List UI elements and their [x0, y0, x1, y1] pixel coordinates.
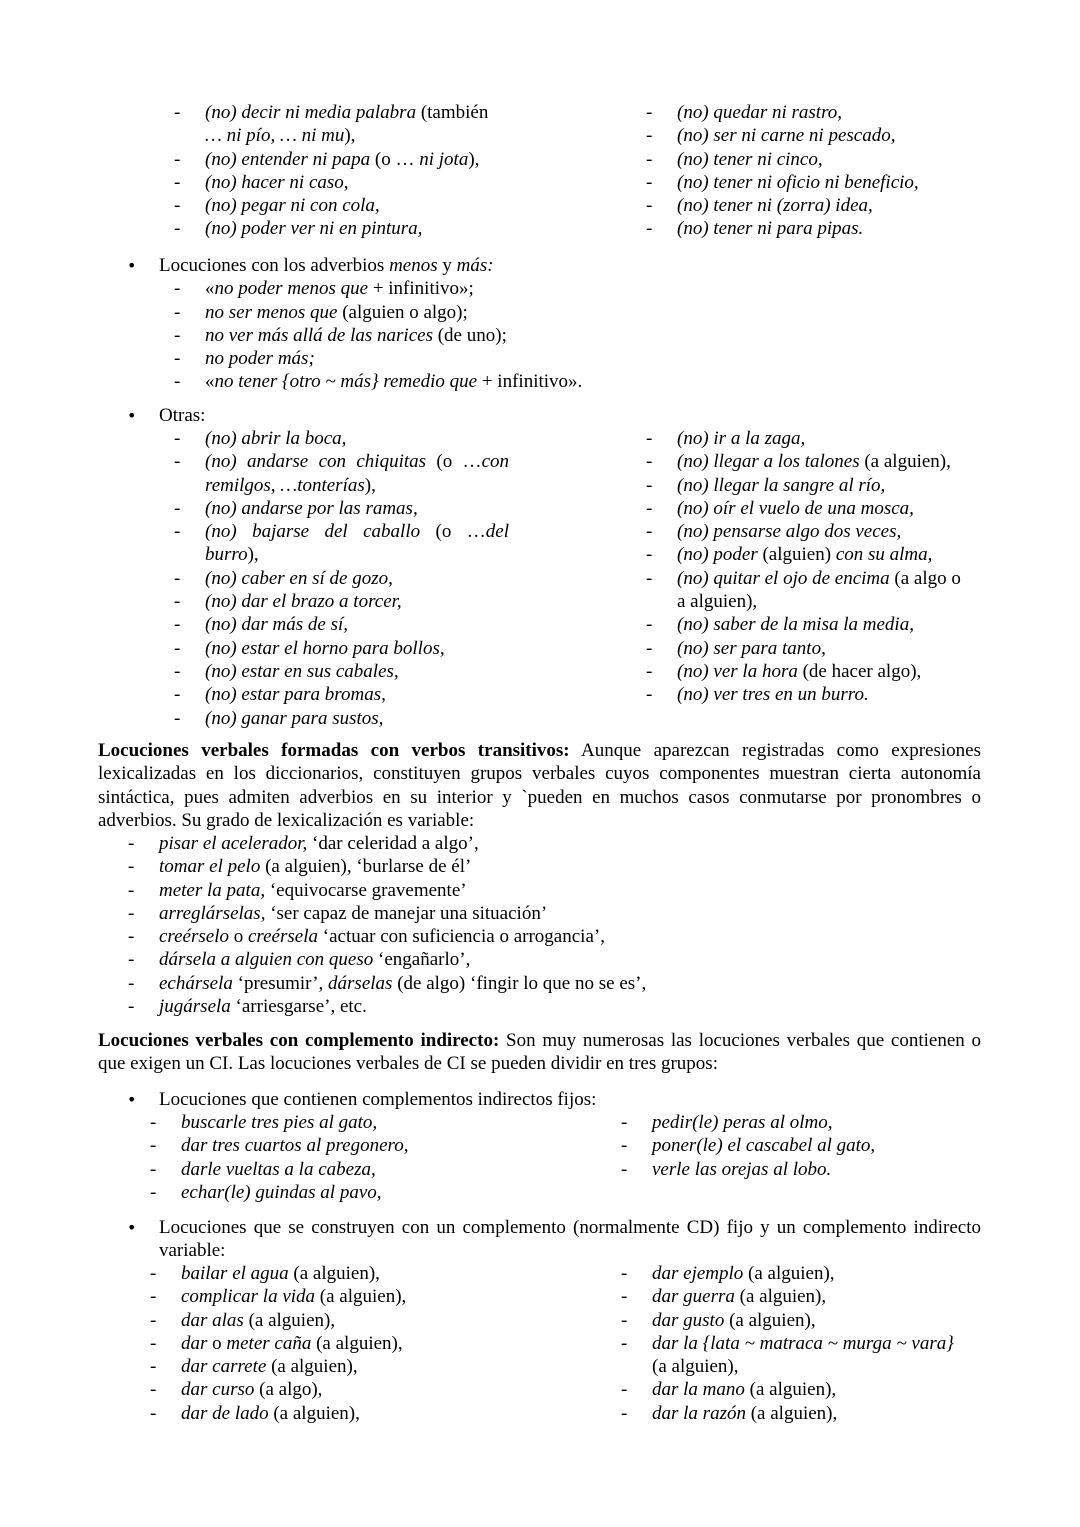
- list-item: - dar carrete (a alguien),: [181, 1355, 621, 1378]
- list-item: - (no) ser para tanto,: [677, 637, 981, 660]
- list-item: - echársela ‘presumir’, dárselas (de algo) ‘fingir lo que no se es’,: [159, 972, 959, 995]
- list-item: - (no) andarse por las ramas,: [205, 497, 509, 520]
- list-item-continuation: a alguien),: [677, 591, 758, 613]
- ni-locuciones-columns: [205, 101, 1007, 241]
- list-item: - complicar la vida (a alguien),: [181, 1285, 621, 1308]
- list-item: - arreglárselas, ‘ser capaz de manejar una situación’: [159, 902, 959, 925]
- list-item: - dar tres cuartos al pregonero,: [181, 1134, 621, 1157]
- list-item: - (no) dar el brazo a torcer,: [205, 590, 509, 613]
- group2-right-column: [652, 1262, 982, 1425]
- list-item: - «no tener {otro ~ más} remedio que + infinitivo».: [205, 370, 859, 393]
- list-item-continuation: burro),: [205, 544, 259, 566]
- list-item: - dar guerra (a alguien),: [652, 1285, 982, 1308]
- bullet-heading: • Locuciones con los adverbios menos y más:: [159, 254, 859, 277]
- list-item: - (no) tener ni oficio ni beneficio,: [677, 171, 1007, 194]
- list-item: - (no) ganar para sustos,: [205, 707, 509, 730]
- list-item: - meter la pata, ‘equivocarse gravemente’: [159, 879, 959, 902]
- group1-left-column: [181, 1111, 621, 1204]
- list-item: - dar la razón (a alguien),: [652, 1402, 982, 1425]
- indirecto-body: Son muy numerosas las locuciones verbales que contienen o que exigen un CI. Las locuciones verbales de CI se pueden dividir en tres grupos:: [98, 1030, 981, 1075]
- list-item: - dar ejemplo (a alguien),: [652, 1262, 982, 1285]
- list-item: - creérselo o creérsela ‘actuar con suficiencia o arrogancia’,: [159, 925, 959, 948]
- indirecto-paragraph: [98, 1029, 981, 1076]
- list-item-continuation: … ni pío, … ni mu),: [205, 125, 356, 147]
- list-item: - bailar el agua (a alguien),: [181, 1262, 621, 1285]
- list-item: - pisar el acelerador, ‘dar celeridad a algo’,: [159, 832, 959, 855]
- indirecto-title: Locuciones verbales con complemento indirecto:: [98, 1030, 500, 1051]
- list-item: - buscarle tres pies al gato,: [181, 1111, 621, 1134]
- ni-right-column: [677, 101, 1007, 241]
- list-item: - (no) ir a la zaga,: [677, 427, 981, 450]
- list-item-continuation: (a alguien),: [652, 1356, 739, 1378]
- list-item: - dar la mano (a alguien),: [652, 1378, 982, 1401]
- transitivos-title: Locuciones verbales formadas con verbos transitivos:: [98, 740, 570, 761]
- list-item: - (no) ver tres en un burro.: [677, 683, 981, 706]
- list-item: - no ser menos que (alguien o algo);: [205, 301, 859, 324]
- list-item: - jugársela ‘arriesgarse’, etc.: [159, 995, 959, 1018]
- adverbios-list: [159, 277, 859, 393]
- list-item: - dársela a alguien con queso ‘engañarlo’,: [159, 948, 959, 971]
- group2-left-column: [181, 1262, 621, 1425]
- list-item: - (no) hacer ni caso,: [205, 171, 645, 194]
- list-item: - (no) tener ni (zorra) idea,: [677, 194, 1007, 217]
- list-item: - (no) poder ver ni en pintura,: [205, 217, 645, 240]
- list-item: - dar alas (a alguien),: [181, 1309, 621, 1332]
- transitivos-list: [159, 832, 959, 1018]
- list-item: - «no poder menos que + infinitivo»;: [205, 277, 859, 300]
- list-item: - (no) quitar el ojo de encima (a algo o: [677, 567, 981, 590]
- group2-columns: [181, 1262, 982, 1425]
- list-item: - no poder más;: [205, 347, 859, 370]
- bullet-heading: • Locuciones que contienen complementos indirectos fijos:: [159, 1088, 981, 1111]
- list-item: - dar curso (a algo),: [181, 1378, 621, 1401]
- otras-left-column: [205, 427, 509, 730]
- list-item: - (no) quedar ni rastro,: [677, 101, 1007, 124]
- list-item: - dar de lado (a alguien),: [181, 1402, 621, 1425]
- list-item: - (no) ver la hora (de hacer algo),: [677, 660, 981, 683]
- list-item: - poner(le) el cascabel al gato,: [652, 1134, 972, 1157]
- list-item: - echar(le) guindas al pavo,: [181, 1181, 621, 1204]
- list-item: - (no) bajarse del caballo (o …del: [205, 520, 509, 543]
- list-item: - (no) decir ni media palabra (también: [205, 101, 645, 124]
- list-item: - dar la {lata ~ matraca ~ murga ~ vara}: [652, 1332, 982, 1355]
- list-item: - (no) pegar ni con cola,: [205, 194, 645, 217]
- list-item: - (no) caber en sí de gozo,: [205, 567, 509, 590]
- otras-right-column: [677, 427, 981, 730]
- list-item: - (no) pensarse algo dos veces,: [677, 520, 981, 543]
- list-item: - (no) andarse con chiquitas (o …con: [205, 450, 509, 473]
- list-item: - (no) entender ni papa (o … ni jota),: [205, 148, 645, 171]
- list-item: - (no) poder (alguien) con su alma,: [677, 543, 981, 566]
- list-item: - (no) tener ni cinco,: [677, 148, 1007, 171]
- bullet-heading: • Locuciones que se construyen con un complemento (normalmente CD) fijo y un complemento indirecto variable:: [159, 1216, 981, 1263]
- list-item: - (no) saber de la misa la media,: [677, 613, 981, 636]
- list-item: - darle vueltas a la cabeza,: [181, 1158, 621, 1181]
- list-item-continuation: remilgos, …tonterías),: [205, 474, 376, 496]
- list-item: - pedir(le) peras al olmo,: [652, 1111, 972, 1134]
- list-item: - (no) estar el horno para bollos,: [205, 637, 509, 660]
- group2-heading-wrap: [159, 1216, 981, 1263]
- ni-left-column: [205, 101, 645, 241]
- group1-right-column: [652, 1111, 972, 1204]
- group1-columns: [181, 1111, 972, 1204]
- group1-heading-wrap: [159, 1088, 981, 1111]
- list-item: - verle las orejas al lobo.: [652, 1158, 972, 1181]
- list-item: - tomar el pelo (a alguien), ‘burlarse de él’: [159, 855, 959, 878]
- list-item: - (no) llegar la sangre al río,: [677, 474, 981, 497]
- bullet-heading: • Otras:: [159, 404, 205, 427]
- transitivos-body: Aunque aparezcan registradas como expresiones lexicalizadas en los diccionarios, constituyen grupos verbales cuyos componentes muestran cierta autonomía sintáctica, pues admiten adverbios en su interior y `pueden en muchos casos conmutarse por pronombres o adverbios. Su grado de lexicalización es variable:: [98, 740, 981, 831]
- list-item: - (no) estar en sus cabales,: [205, 660, 509, 683]
- list-item: - (no) llegar a los talones (a alguien),: [677, 450, 981, 473]
- otras-heading-wrap: [159, 404, 205, 427]
- list-item: - (no) ser ni carne ni pescado,: [677, 124, 1007, 147]
- list-item: - no ver más allá de las narices (de uno);: [205, 324, 859, 347]
- list-item: - (no) oír el vuelo de una mosca,: [677, 497, 981, 520]
- transitivos-paragraph: [98, 739, 981, 832]
- list-item: - (no) estar para bromas,: [205, 683, 509, 706]
- list-item: - (no) tener ni para pipas.: [677, 217, 1007, 240]
- otras-columns: [205, 427, 981, 730]
- list-item: - dar gusto (a alguien),: [652, 1309, 982, 1332]
- list-item: - dar o meter caña (a alguien),: [181, 1332, 621, 1355]
- list-item: - (no) abrir la boca,: [205, 427, 509, 450]
- list-item: - (no) dar más de sí,: [205, 613, 509, 636]
- adverbios-section: [159, 254, 859, 394]
